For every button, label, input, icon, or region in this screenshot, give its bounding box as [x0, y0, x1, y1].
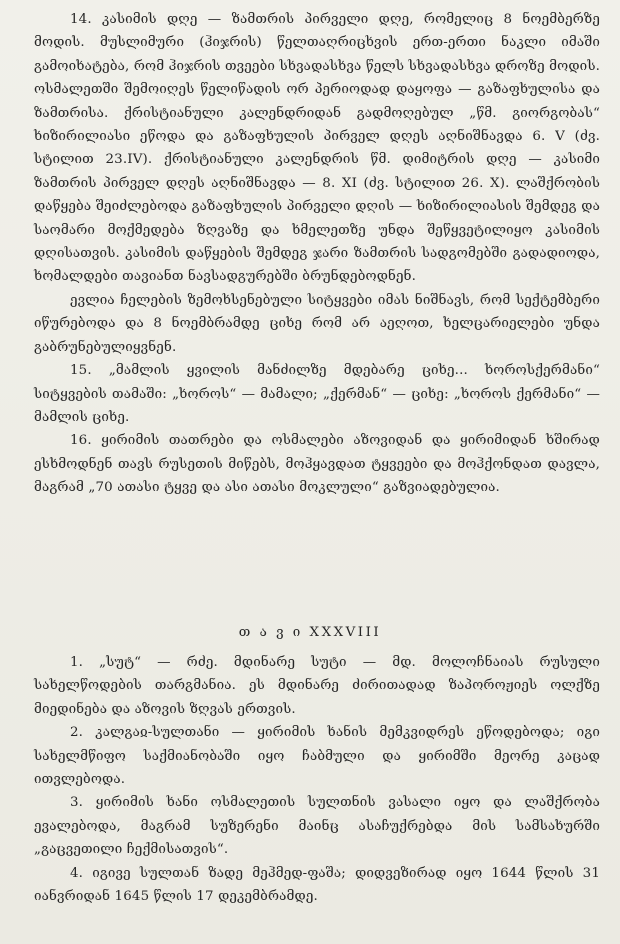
note-4: 4. იგივე სულთან ზადე მეჰმედ-ფაშა; დიდვეზირად იყო 1644 წლის 31 იანვრიდან 1645 წლის 17 დეკემბრამდე. [34, 865, 600, 905]
note-14-continuation: ევლია ჩელების ზემოხსენებული სიტყვები იმას ნიშნავს, რომ სექტემბერი იწურებოდა და 8 ნოემბრამდე ციხე რომ არ აეღოთ, ხელცარიელები უნდა გაბრუნებულიყვნენ. [34, 292, 600, 355]
note-2: 2. კალგაჲ-სულთანი — ყირიმის ხანის მემკვიდრეს ეწოდებოდა; იგი სახელმწიფო საქმიანობაში იყო ჩაბმული და ყირიმში მეორე კაცად ითვლებოდა. [34, 725, 600, 788]
notes-chapter-38 [34, 651, 600, 908]
notes-previous-chapter [34, 8, 600, 500]
note-14: 14. კასიმის დღე — ზამთრის პირველი დღე, რომელიც 8 ნოემბერზე მოდის. მუსლიმური (ჰიჯრის) წელთაღრიცხვის ერთ-ერთი ნაკლი იმაში გამოიხატება, რომ ჰიჯრის თვეები სხვადასხვა წელს სხვადასხვა დროზე მოდის. ოსმალეთში შემოიღეს წელიწადის ორ პერიოდად დაყოფა — გაზაფხულისა და ზამთრისა. ქრისტიანული კალენდრიდან გადმოღებულ „წმ. გიორგობას“ ხიზირილიასი ეწოდა და გაზაფხულის პირველ დღეს აღნიშნავდა 6. V (ძვ. სტილით 23.IV). ქრისტიანული კალენდრის წმ. დიმიტრის დღე — კასიმი ზამთრის პირველ დღეს აღნიშნავდა — 8. XI (ძვ. სტილით 26. X). ლაშქრობის დაწყება შეიძლებოდა გაზაფხულის პირველი დღის — ხიზირილიასის შემდეგ და საომარი მოქმედება ზღვაზე და ხმელეთზე უნდა შეწყვეტილიყო კასიმის დღისათვის. კასიმის დაწყების შემდეგ ჯარი ზამთრის სადგომებში გადადიოდა, ხომალდები თავიანთ ნავსადგურებში ბრუნდებოდნენ. [34, 12, 600, 285]
note-3: 3. ყირიმის ხანი ოსმალეთის სულთნის ვასალი იყო და ლაშქრობა ევალებოდა, მაგრამ სუზერენი მაინც ასაჩუქრებდა მის სამსახურში „გაცვეთილი ჩექმისათვის“. [34, 795, 600, 858]
note-1: 1. „სუტ“ — რძე. მდინარე სუტი — მდ. მოლოჩნაიას რუსული სახელწოდების თარგმანია. ეს მდინარე ძირითადად ზაპოროჟიეს ოლქზე მიედინება და აზოვის ზღვას ერთვის. [34, 655, 600, 717]
note-16: 16. ყირიმის თათრები და ოსმალები აზოვიდან და ყირიმიდან ხშირად ესხმოდნენ თავს რუსეთის მიწებს, მოჰყავდათ ტყვეები და მოჰქონდათ დავლა, მაგრამ „70 ათასი ტყვე და ასი ათასი მოკლული“ გაზვიადებულია. [34, 433, 600, 496]
chapter-heading: თ ა ვ ი XXXVIII [238, 625, 382, 640]
note-15: 15. „მამლის ყვილის მანძილზე მდებარე ციხე... ხოროსქერმანი“ სიტყვების თამაში: „ხოროს“ — მამალი; „ქერმან“ — ციხე: „ხოროს ქერმანი“ — მამლის ციხე. [34, 363, 600, 425]
